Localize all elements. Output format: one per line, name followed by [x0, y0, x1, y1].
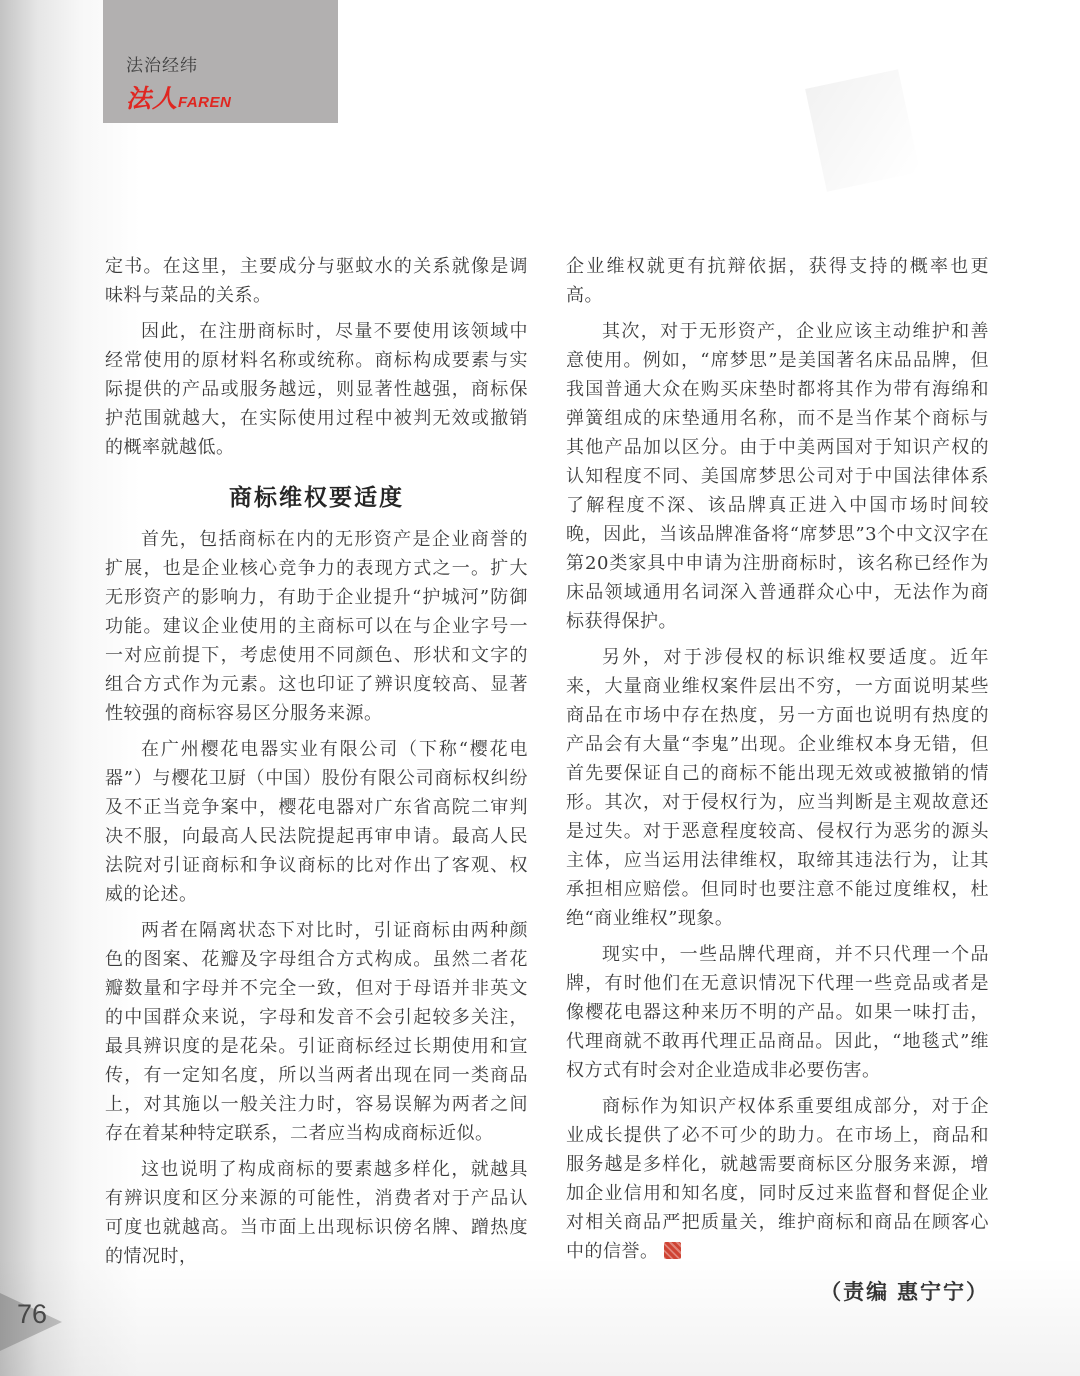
- article-subheading: 商标维权要适度: [229, 484, 404, 510]
- page-number: 76: [17, 1299, 48, 1329]
- section-label: 法治经纬: [126, 56, 198, 75]
- magazine-logo: [126, 79, 338, 115]
- editor-byline: （责编 惠宁宁）: [820, 1281, 989, 1304]
- paragraph: 定书。在这里，主要成分与驱蚊水的关系就像是调味料与菜品的关系。: [105, 256, 528, 306]
- paragraph-text: 商标作为知识产权体系重要组成部分，对于企业成长提供了必不可少的助力。在市场上，商品和服务越是多样化，就越需要商标区分服务来源，增加企业信用和知名度，同时反过来监督和督促企业对相关商品严把质量关，维护商标和商品在顾客心中的信誉。: [566, 1096, 989, 1262]
- paragraph: [566, 1092, 989, 1266]
- paragraph: 其次，对于无形资产，企业应该主动维护和善意使用。例如，“席梦思”是美国著名床品品牌，但我国普通大众在购买床垫时都将其作为带有海绵和弹簧组成的床垫通用名称，而不是当作某个商标与其他产品加以区分。由于中美两国对于知识产权的认知程度不同、美国席梦思公司对于中国法律体系了解程度不深、该品牌真正进入中国市场时间较晚，因此，当该品牌准备将“席梦思”3个中文汉字在第20类家具中申请为注册商标时，该名称已经作为床品领域通用名词深入普通群众心中，无法作为商标获得保护。: [566, 321, 989, 632]
- paragraph: 现实中，一些品牌代理商，并不只代理一个品牌，有时他们在无意识情况下代理一些竞品或者是像樱花电器这种来历不明的产品。如果一味打击，代理商就不敢再代理正品商品。因此，“地毯式”维权方式有时会对企业造成非必要伤害。: [566, 944, 989, 1081]
- paragraph: 两者在隔离状态下对比时，引证商标由两种颜色的图案、花瓣及字母组合方式构成。虽然二者花瓣数量和字母并不完全一致，但对于母语并非英文的中国群众来说，字母和发音不会引起较多关注，最具辨识度的是花朵。引证商标经过长期使用和宣传，有一定知名度，所以当两者出现在同一类商品上，对其施以一般关注力时，容易误解为两者之间存在着某种特定联系，二者应当构成商标近似。: [105, 920, 528, 1144]
- article-columns: [105, 252, 990, 1306]
- paragraph: 另外，对于涉侵权的标识维权要适度。近年来，大量商业维权案件层出不穷，一方面说明某些商品在市场中存在热度，另一方面也说明有热度的产品会有大量“李鬼”出现。企业维权本身无错，但首先要保证自己的商标不能出现无效或被撤销的情形。其次，对于侵权行为，应当判断是主观故意还是过失。对于恶意程度较高、侵权行为恶劣的源头主体，应当运用法律维权，取缔其违法行为，让其承担相应赔偿。但同时也要注意不能过度维权，杜绝“商业维权”现象。: [566, 647, 989, 929]
- paragraph: 企业维权就更有抗辩依据，获得支持的概率也更高。: [566, 256, 989, 306]
- left-column: [105, 252, 528, 1306]
- paragraph: 在广州樱花电器实业有限公司（下称“樱花电器”）与樱花卫厨（中国）股份有限公司商标权纠纷及不正当竞争案中，樱花电器对广东省高院二审判决不服，向最高人民法院提起再审申请。最高人民法院对引证商标和争议商标的比对作出了客观、权威的论述。: [105, 739, 528, 905]
- section-header: [103, 0, 338, 123]
- scan-shadow-artifact: [805, 69, 920, 191]
- magazine-logo-cn: 法人: [126, 85, 179, 113]
- magazine-logo-en: FAREN: [178, 94, 232, 111]
- right-column: [566, 252, 989, 1306]
- red-seal-stamp-icon: [664, 1242, 681, 1259]
- paragraph: 这也说明了构成商标的要素越多样化，就越具有辨识度和区分来源的可能性，消费者对于产品认可度也就越高。当市面上出现标识傍名牌、蹭热度的情况时，: [105, 1159, 528, 1267]
- paragraph: 首先，包括商标在内的无形资产是企业商誉的扩展，也是企业核心竞争力的表现方式之一。扩大无形资产的影响力，有助于企业提升“护城河”防御功能。建议企业使用的主商标可以在与企业字号一一对应前提下，考虑使用不同颜色、形状和文字的组合方式作为元素。这也印证了辨识度较高、显著性较强的商标容易区分服务来源。: [105, 529, 528, 724]
- paragraph: 因此，在注册商标时，尽量不要使用该领域中经常使用的原材料名称或统称。商标构成要素与实际提供的产品或服务越远，则显著性越强，商标保护范围就越大，在实际使用过程中被判无效或撤销的概率就越低。: [105, 321, 528, 458]
